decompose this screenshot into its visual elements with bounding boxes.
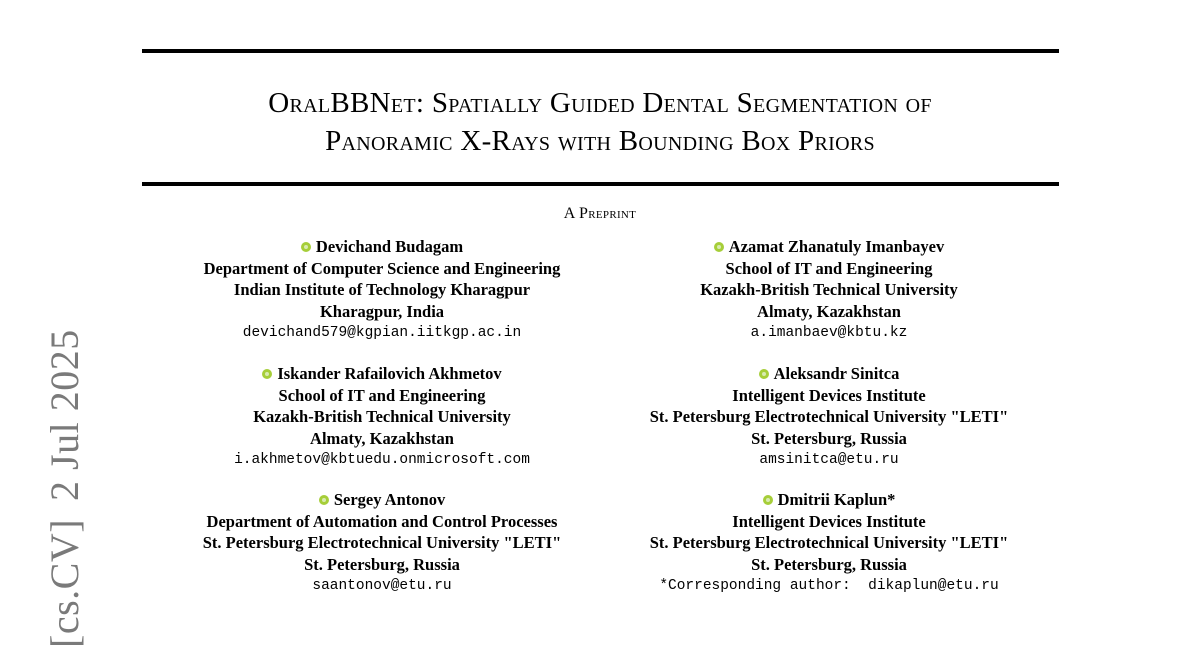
author-block bbox=[569, 489, 1089, 597]
author-affiliation: Intelligent Devices Institute bbox=[732, 511, 926, 531]
paper-title-line-2: Panoramic X-Rays with Bounding Box Priors bbox=[325, 125, 875, 157]
title-bottom-rule bbox=[142, 182, 1059, 186]
author-affiliation: St. Petersburg Electrotechnical University "LETI" bbox=[649, 533, 1009, 553]
author-name: Sergey Antonov bbox=[333, 490, 446, 510]
preprint-label: A Preprint bbox=[563, 205, 637, 222]
author-affiliation: Department of Computer Science and Engineering bbox=[203, 258, 561, 278]
author-affiliation: Intelligent Devices Institute bbox=[732, 385, 926, 405]
author-name: Aleksandr Sinitca bbox=[773, 364, 900, 384]
author-affiliation: School of IT and Engineering bbox=[278, 385, 486, 405]
author-email: *Corresponding author: dikaplun@etu.ru bbox=[659, 577, 999, 594]
author-block bbox=[122, 489, 642, 597]
arxiv-category: [cs.CV] bbox=[42, 518, 87, 648]
author-block bbox=[122, 236, 642, 344]
author-email: amsinitca@etu.ru bbox=[759, 451, 899, 468]
author-affiliation: St. Petersburg Electrotechnical University "LETI" bbox=[202, 533, 562, 553]
author-block bbox=[122, 363, 642, 471]
author-affiliation: School of IT and Engineering bbox=[725, 258, 933, 278]
orcid-icon[interactable] bbox=[759, 369, 769, 379]
author-affiliation: Kazakh-British Technical University bbox=[253, 407, 511, 427]
author-email: a.imanbaev@kbtu.kz bbox=[750, 324, 908, 341]
author-affiliation: Almaty, Kazakhstan bbox=[757, 301, 901, 321]
author-block bbox=[569, 363, 1089, 471]
author-affiliation: St. Petersburg, Russia bbox=[751, 428, 907, 448]
author-name: Dmitrii Kaplun* bbox=[777, 490, 896, 510]
author-affiliation: Kharagpur, India bbox=[319, 301, 445, 321]
author-affiliation: Department of Automation and Control Processes bbox=[206, 511, 558, 531]
orcid-icon[interactable] bbox=[262, 369, 272, 379]
author-name: Iskander Rafailovich Akhmetov bbox=[277, 364, 502, 384]
author-affiliation: Indian Institute of Technology Kharagpur bbox=[233, 280, 531, 300]
orcid-icon[interactable] bbox=[763, 495, 773, 505]
author-name: Devichand Budagam bbox=[315, 237, 464, 257]
orcid-icon[interactable] bbox=[301, 242, 311, 252]
orcid-icon[interactable] bbox=[714, 242, 724, 252]
author-name: Azamat Zhanatuly Imanbayev bbox=[728, 237, 945, 257]
author-email: i.akhmetov@kbtuedu.onmicrosoft.com bbox=[234, 451, 530, 468]
author-email: devichand579@kgpian.iitkgp.ac.in bbox=[242, 324, 522, 341]
author-affiliation: Almaty, Kazakhstan bbox=[310, 428, 454, 448]
author-affiliation: St. Petersburg, Russia bbox=[751, 554, 907, 574]
arxiv-date: 2 Jul 2025 bbox=[42, 329, 87, 501]
author-affiliation: St. Petersburg, Russia bbox=[304, 554, 460, 574]
arxiv-stamp bbox=[42, 329, 87, 648]
author-email: saantonov@etu.ru bbox=[312, 577, 452, 594]
author-affiliation: Kazakh-British Technical University bbox=[700, 280, 958, 300]
title-top-rule bbox=[142, 49, 1059, 53]
author-block bbox=[569, 236, 1089, 344]
paper-title-line-1: OralBBNet: Spatially Guided Dental Segmentation of bbox=[268, 87, 932, 119]
author-affiliation: St. Petersburg Electrotechnical University "LETI" bbox=[649, 407, 1009, 427]
orcid-icon[interactable] bbox=[319, 495, 329, 505]
